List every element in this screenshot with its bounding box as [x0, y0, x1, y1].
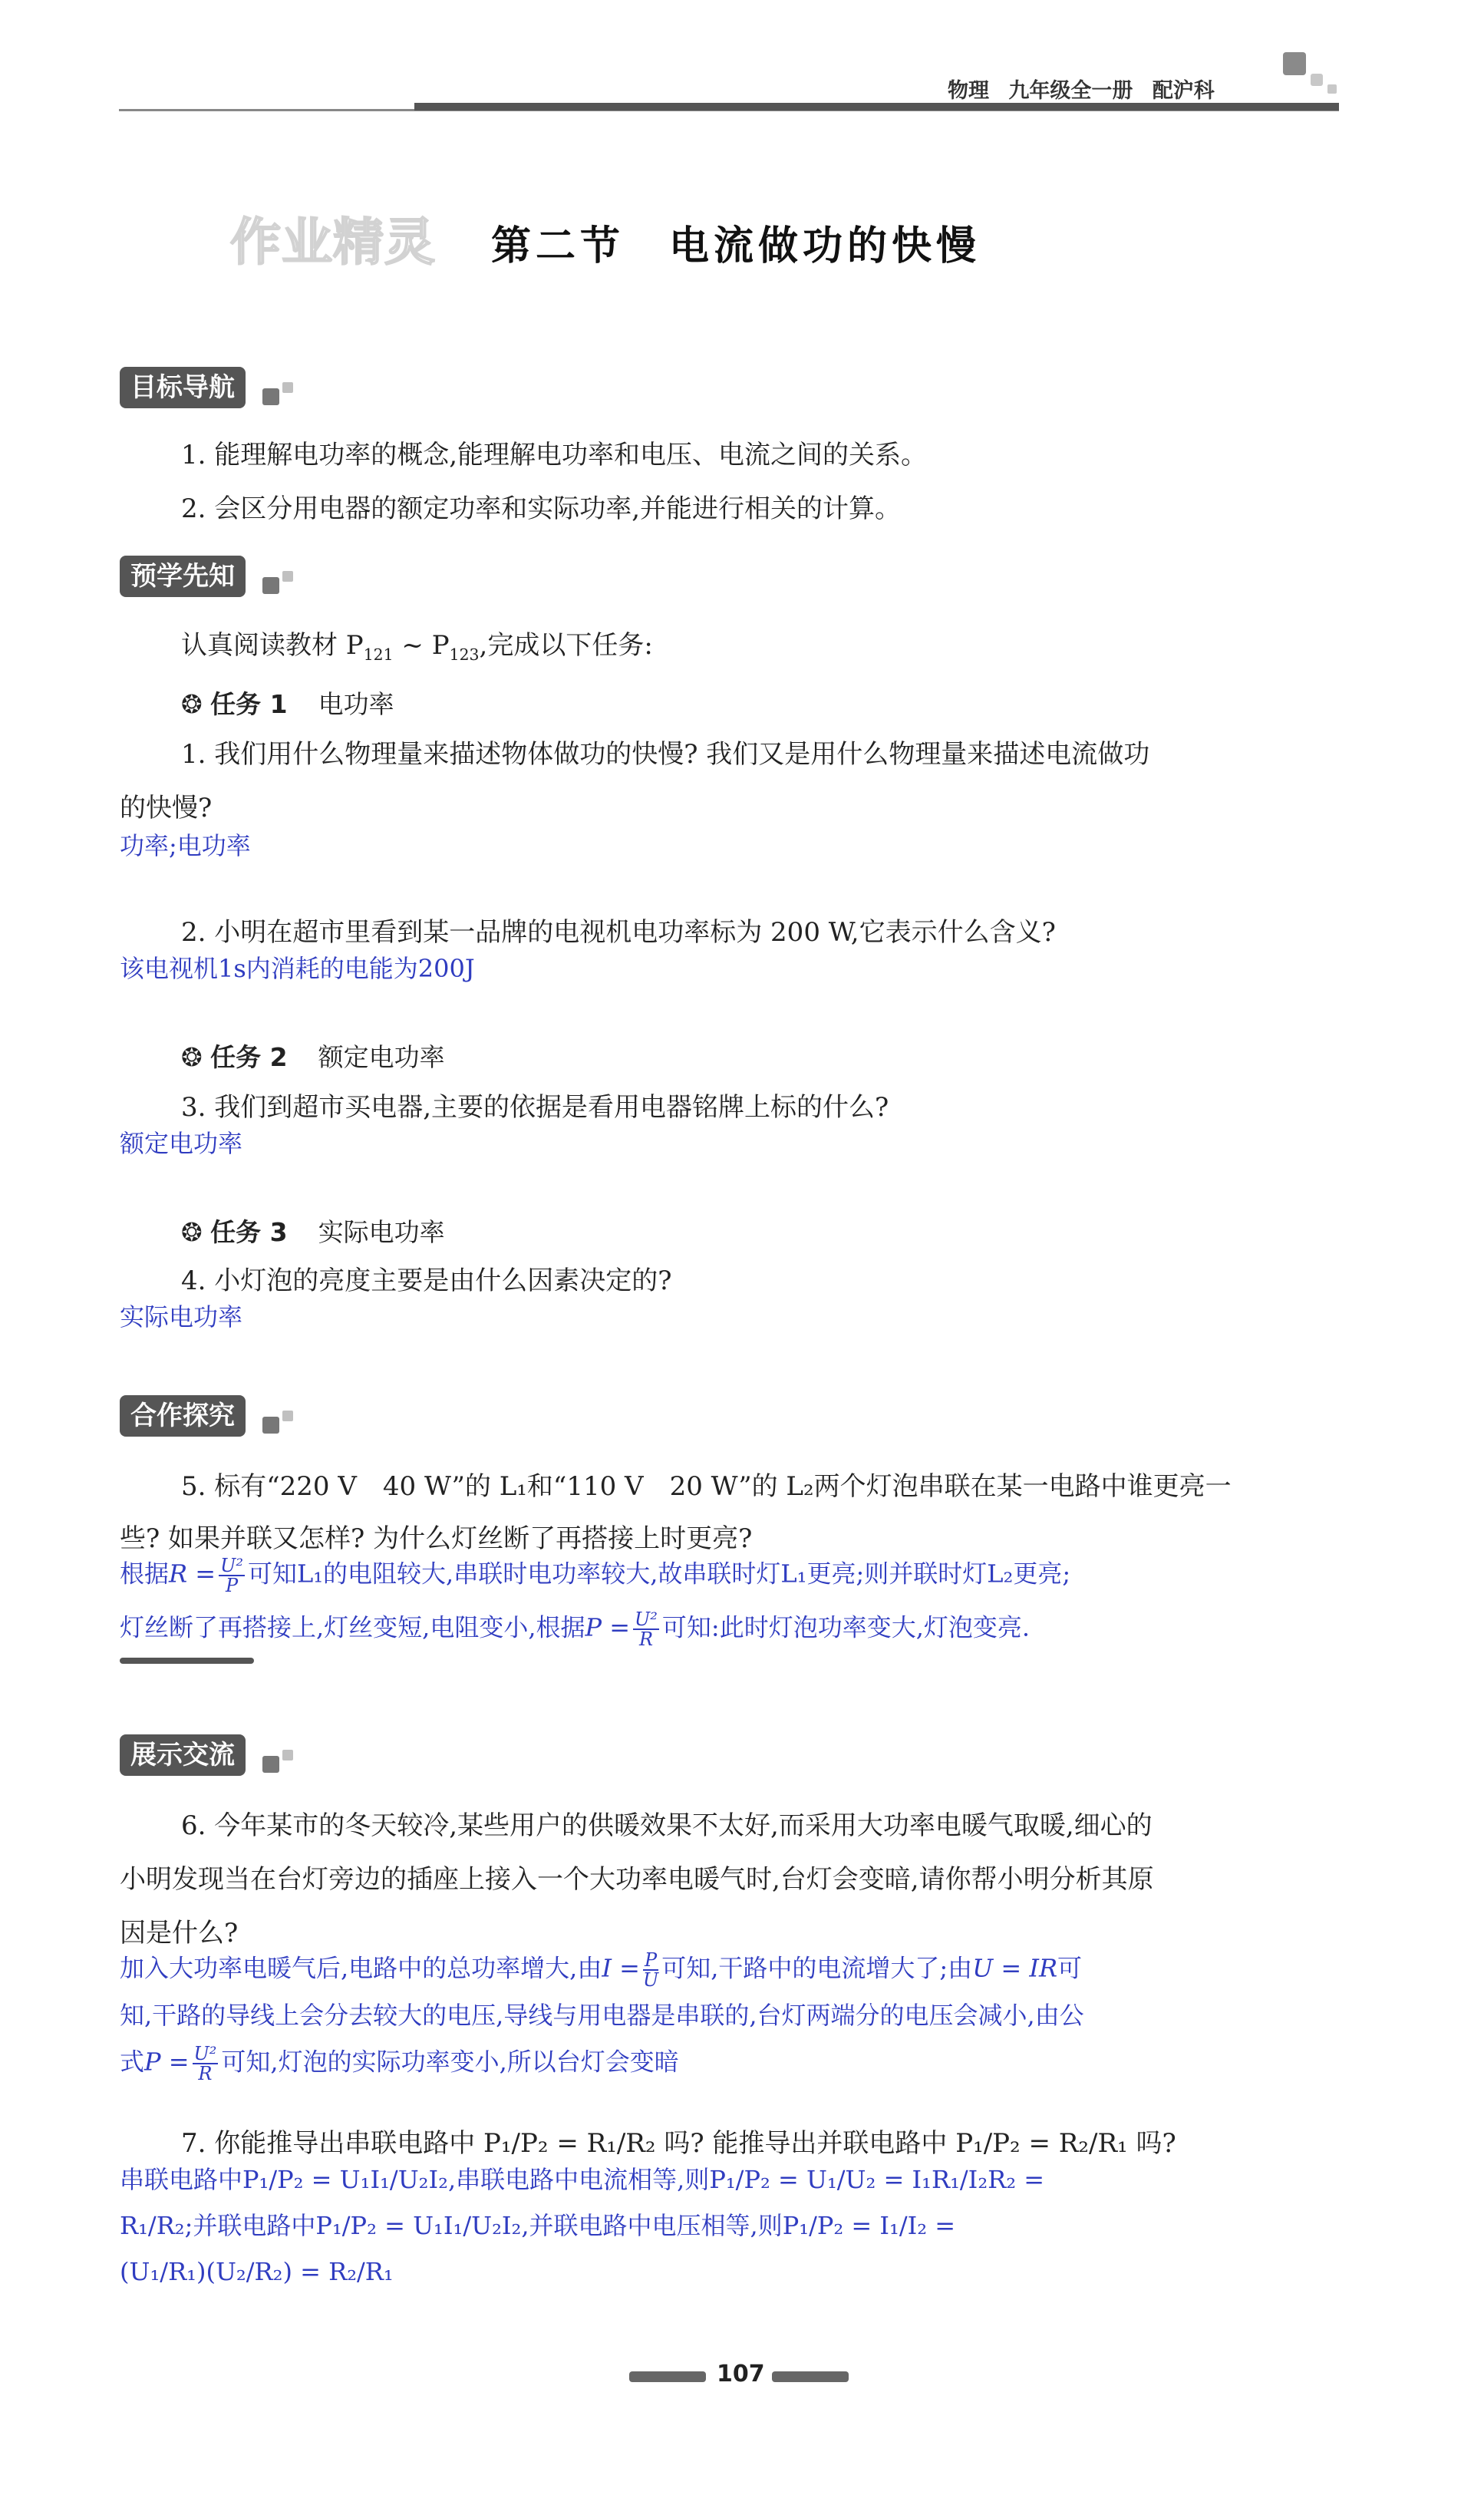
question-4: 4. 小灯泡的亮度主要是由什么因素决定的? — [181, 1265, 672, 1296]
preview-intro: 认真阅读教材 $P_{121}$ ~ $P_{123}$,完成以下任务: — [181, 630, 653, 664]
goal-2: 2. 会区分用电器的额定功率和实际功率,并能进行相关的计算。 — [181, 493, 902, 524]
task-1-heading: ❂ 任务 1 电功率 — [181, 689, 394, 719]
goal-1: 1. 能理解电功率的概念,能理解电功率和电压、电流之间的关系。 — [181, 440, 928, 470]
answer-7-line-1: 串联电路中P₁/P₂ = U₁I₁/U₂I₂,串联电路中电流相等,则P₁/P₂ = U₁/U₂ = I₁R₁/I₂R₂ = — [120, 2165, 1045, 2194]
page-title: 第二节 电流做功的快慢 — [491, 223, 981, 269]
task-2-heading: ❂ 任务 2 额定电功率 — [181, 1042, 445, 1072]
gear-icon: ❂ — [181, 1217, 203, 1247]
answer-1: 功率;电功率 — [120, 831, 251, 860]
header-subject: 物理 — [948, 79, 989, 103]
covered-label-bar — [120, 1658, 254, 1664]
question-7: 7. 你能推导出串联电路中 P₁/P₂ = R₁/R₂ 吗? 能推导出并联电路中 P₁/P₂ = R₂/R₁ 吗? — [181, 2128, 1176, 2159]
gear-icon: ❂ — [181, 689, 203, 719]
section-deco-icon — [262, 388, 279, 405]
answer-6-line-3: 式P = $\frac{\text{U²}}{R}$ 可知,灯泡的实际功率变小,所以台灯会变暗 — [120, 2043, 679, 2084]
question-6-line-2: 小明发现当在台灯旁边的插座上接入一个大功率电暖气时,台灯会变暗,请你帮小明分析其原 — [120, 1864, 1154, 1895]
answer-3: 额定电功率 — [120, 1129, 243, 1158]
question-1-line-1: 1. 我们用什么物理量来描述物体做功的快慢? 我们又是用什么物理量来描述电流做功 — [181, 739, 1150, 770]
section-explore-label: 合作探究 — [120, 1395, 246, 1437]
answer-6-line-2: 知,干路的导线上会分去较大的电压,导线与用电器是串联的,台灯两端分的电压会减小,由公 — [120, 2001, 1084, 2030]
header-rule-thick — [414, 103, 1339, 111]
question-5-line-2: 些? 如果并联又怎样? 为什么灯丝断了再搭接上时更亮? — [120, 1523, 753, 1554]
section-goals-label: 目标导航 — [120, 367, 246, 408]
section-deco-small-icon — [282, 571, 293, 582]
header-info — [948, 74, 1215, 104]
answer-6-line-1: 加入大功率电暖气后,电路中的总功率增大,由I = $\frac{P}{U}$ 可知,干路中的电流增大了;由U = IR可 — [120, 1949, 1083, 1991]
page-number: 107 — [717, 2361, 765, 2387]
section-exchange-label: 展示交流 — [120, 1734, 246, 1776]
header-grade: 九年级全一册 — [1008, 79, 1133, 103]
page-bar-left — [629, 2371, 706, 2382]
section-deco-small-icon — [282, 1411, 293, 1421]
question-3: 3. 我们到超市买电器,主要的依据是看用电器铭牌上标的什么? — [181, 1092, 889, 1123]
page-bar-right — [772, 2371, 849, 2382]
section-deco-small-icon — [282, 1750, 293, 1760]
gear-icon: ❂ — [181, 1042, 203, 1072]
question-6-line-1: 6. 今年某市的冬天较冷,某些用户的供暖效果不太好,而采用大功率电暖气取暖,细心的 — [181, 1810, 1153, 1841]
watermark-text: 作业精灵 — [230, 213, 436, 272]
question-1-line-2: 的快慢? — [120, 793, 213, 823]
answer-5-line-1: 根据R = $\frac{\text{U²}}{P}$ 可知L₁的电阻较大,串联时电功率较大,故串联时灯L₁更亮;则并联时灯L₂更亮; — [120, 1555, 1071, 1596]
answer-5-line-2: 灯丝断了再搭接上,灯丝变短,电阻变小,根据P = $\frac{\text{U²}}{R}$ 可知:此时灯泡功率变大,灯泡变亮. — [120, 1609, 1031, 1650]
answer-7-line-2: R₁/R₂;并联电路中P₁/P₂ = U₁I₁/U₂I₂,并联电路中电压相等,则P₁/P₂ = I₁/I₂ = — [120, 2211, 956, 2240]
header-square-small-icon — [1311, 74, 1323, 86]
header-edition: 配沪科 — [1152, 79, 1215, 103]
question-5-line-1: 5. 标有“220 V 40 W”的 L₁和“110 V 20 W”的 L₂两个灯泡串联在某一电路中谁更亮一 — [181, 1471, 1232, 1502]
question-6-line-3: 因是什么? — [120, 1918, 239, 1949]
header-square-icon — [1283, 52, 1306, 75]
answer-2: 该电视机1s内消耗的电能为200J — [120, 954, 475, 983]
task-3-heading: ❂ 任务 3 实际电功率 — [181, 1217, 445, 1247]
header-square-tiny-icon — [1327, 84, 1337, 94]
section-deco-small-icon — [282, 382, 293, 393]
section-deco-icon — [262, 1756, 279, 1773]
answer-4: 实际电功率 — [120, 1302, 243, 1331]
section-preview-label: 预学先知 — [120, 556, 246, 597]
section-deco-icon — [262, 1417, 279, 1434]
answer-7-line-3: (U₁/R₁)(U₂/R₂) = R₂/R₁ — [120, 2257, 394, 2286]
section-deco-icon — [262, 577, 279, 594]
question-2: 2. 小明在超市里看到某一品牌的电视机电功率标为 200 W,它表示什么含义? — [181, 917, 1056, 948]
